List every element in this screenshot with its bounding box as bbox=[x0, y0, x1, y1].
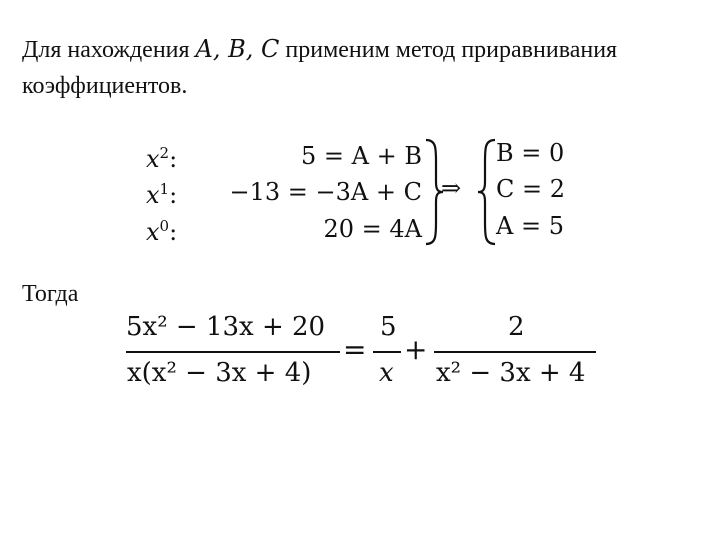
equals-sign: = bbox=[343, 333, 367, 366]
label-colon: : bbox=[169, 181, 178, 209]
label-base: x bbox=[146, 145, 160, 173]
intro-text bbox=[22, 31, 712, 104]
system-equation-2: −13 = −3A + C bbox=[229, 178, 422, 206]
lhs-numerator: 5x² − 13x + 20 bbox=[126, 312, 326, 342]
label-exponent: 1 bbox=[159, 180, 170, 198]
lhs-fraction-bar bbox=[126, 351, 340, 353]
plus-sign: + bbox=[404, 333, 428, 366]
system-equation-3: 20 = 4A bbox=[323, 215, 422, 243]
implies-arrow: ⇒ bbox=[441, 174, 462, 202]
left-brace-icon bbox=[476, 138, 498, 246]
label-base: x bbox=[146, 218, 160, 246]
label-colon: : bbox=[169, 145, 178, 173]
solution-b: B = 0 bbox=[496, 139, 565, 167]
label-base: x bbox=[146, 181, 160, 209]
system-label-x2 bbox=[146, 139, 177, 173]
intro-text-part: применим метод приравнивания bbox=[279, 37, 618, 63]
label-exponent: 0 bbox=[159, 217, 170, 235]
term1-numerator: 5 bbox=[380, 312, 397, 342]
intro-text-part: Для нахождения bbox=[22, 37, 196, 63]
term2-numerator: 2 bbox=[508, 312, 525, 342]
lhs-denominator: x(x² − 3x + 4) bbox=[127, 358, 312, 388]
intro-line-1 bbox=[22, 31, 712, 68]
label-colon: : bbox=[169, 218, 178, 246]
system-equation-1: 5 = A + B bbox=[301, 142, 422, 170]
intro-line-2: коэффициентов. bbox=[22, 73, 188, 99]
term1-denominator: x bbox=[379, 358, 394, 388]
term1-fraction-bar bbox=[373, 351, 401, 353]
system-label-x0 bbox=[146, 212, 177, 246]
term2-fraction-bar bbox=[434, 351, 596, 353]
solution-a: A = 5 bbox=[496, 212, 564, 240]
intro-variables: A, B, C bbox=[195, 35, 280, 63]
then-label: Тогда bbox=[22, 281, 79, 307]
solution-c: C = 2 bbox=[496, 175, 565, 203]
system-label-x1 bbox=[146, 175, 177, 209]
term2-denominator: x² − 3x + 4 bbox=[436, 358, 586, 388]
label-exponent: 2 bbox=[159, 144, 170, 162]
